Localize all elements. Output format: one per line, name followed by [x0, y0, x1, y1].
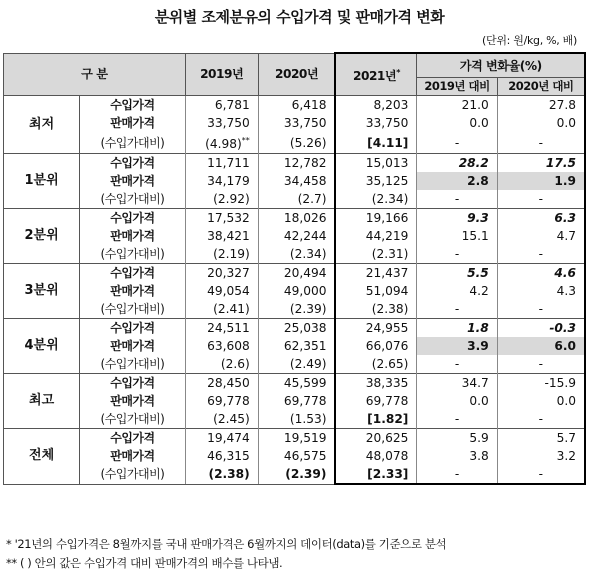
cell-v20 [258, 96, 335, 115]
table-row [4, 264, 586, 283]
cell-value: - [454, 412, 460, 427]
cell-value: 25,038 [283, 321, 327, 336]
cell-v20 [258, 429, 335, 448]
cell-value: 34,179 [207, 174, 250, 189]
cell-value: 20,327 [207, 266, 250, 281]
cell-value: 18,026 [283, 211, 327, 226]
cell-value: 0.0 [556, 116, 576, 130]
cell-value: 15.1 [461, 229, 489, 244]
cell-value: (4.98) [205, 137, 242, 152]
cell-v21 [335, 410, 416, 429]
cell-v20 [258, 245, 335, 264]
cell-value: 2.8 [467, 174, 489, 189]
cell-v21 [335, 172, 416, 190]
cell-v19 [185, 465, 258, 484]
cell-value: - [538, 135, 544, 150]
cell-value: - [454, 135, 460, 150]
item-label: 수입가격 [80, 429, 185, 448]
cell-r20 [497, 465, 585, 484]
cell-value: 6.3 [554, 211, 576, 226]
cell-v21 [335, 465, 416, 484]
cell-value: (2.45) [213, 412, 250, 427]
group-label: 1분위 [4, 154, 80, 209]
cell-v21 [335, 190, 416, 209]
cell-r19 [417, 300, 497, 319]
table-row [4, 410, 586, 429]
table-row [4, 209, 586, 228]
cell-r20 [497, 300, 585, 319]
cell-v20 [258, 410, 335, 429]
item-label: 판매가격 [80, 282, 185, 300]
cell-value: 38,335 [365, 376, 409, 391]
item-label: (수입가대비) [80, 245, 185, 264]
cell-value: (5.26) [289, 135, 327, 150]
cell-r20 [497, 132, 585, 154]
item-label: (수입가대비) [80, 190, 185, 209]
cell-value: (2.49) [289, 357, 327, 372]
cell-value: 62,351 [283, 339, 327, 354]
cell-r19 [417, 337, 497, 355]
cell-r19 [417, 319, 497, 338]
group-label: 최저 [4, 96, 80, 154]
cell-r19 [417, 190, 497, 209]
cell-value: - [454, 302, 460, 317]
table-row [4, 96, 586, 115]
cell-value: 17.5 [545, 156, 576, 171]
cell-v19 [185, 190, 258, 209]
table-row [4, 429, 586, 448]
cell-v20 [258, 319, 335, 338]
cell-v21 [335, 429, 416, 448]
table-row [4, 447, 586, 465]
cell-v20 [258, 209, 335, 228]
cell-value: 66,076 [365, 339, 409, 354]
cell-value: 19,519 [283, 431, 327, 446]
cell-r19 [417, 245, 497, 264]
cell-value: (2.7) [297, 192, 327, 207]
cell-value: - [454, 192, 460, 207]
cell-value: 0.0 [556, 394, 576, 409]
table-row [4, 190, 586, 209]
cell-value: 6,781 [214, 98, 250, 112]
cell-value: - [538, 192, 544, 207]
item-label: (수입가대비) [80, 355, 185, 374]
cell-r19 [417, 114, 497, 132]
cell-r20 [497, 355, 585, 374]
group-label: 4분위 [4, 319, 80, 374]
cell-value: 49,054 [207, 284, 250, 299]
item-label: (수입가대비) [80, 300, 185, 319]
cell-v19 [185, 337, 258, 355]
unit-label: (단위: 원/kg, %, 배) [482, 34, 577, 47]
cell-v19 [185, 209, 258, 228]
cell-v21 [335, 374, 416, 393]
cell-r20 [497, 209, 585, 228]
cell-r20 [497, 227, 585, 245]
cell-value: (2.19) [213, 247, 250, 262]
cell-r19 [417, 374, 497, 393]
cell-value: 3.8 [469, 449, 489, 464]
item-label: 판매가격 [80, 172, 185, 190]
cell-value: 1.9 [554, 174, 576, 189]
table-row [4, 227, 586, 245]
cell-value: - [454, 357, 460, 372]
cell-r19 [417, 392, 497, 410]
table-row [4, 465, 586, 484]
cell-value: 15,013 [365, 156, 409, 171]
header-2020: 2020년 [258, 53, 335, 96]
cell-v20 [258, 190, 335, 209]
cell-v20 [258, 355, 335, 374]
cell-v20 [258, 447, 335, 465]
page-title: 분위별 조제분유의 수입가격 및 판매가격 변화 [154, 8, 445, 26]
cell-value: 1.8 [467, 321, 489, 336]
cell-value: 27.8 [548, 98, 576, 112]
table-row [4, 355, 586, 374]
header-2021-label: 2021년 [352, 69, 397, 84]
cell-value: 33,750 [207, 116, 250, 130]
item-label: 수입가격 [80, 374, 185, 393]
cell-v21 [335, 264, 416, 283]
cell-value: (2.34) [371, 192, 409, 207]
cell-r19 [417, 447, 497, 465]
cell-value: 34.7 [461, 376, 489, 391]
cell-r19 [417, 429, 497, 448]
cell-v21 [335, 96, 416, 115]
cell-r20 [497, 319, 585, 338]
cell-v19 [185, 264, 258, 283]
cell-value: 24,511 [207, 321, 250, 336]
table-row [4, 172, 586, 190]
cell-v19 [185, 282, 258, 300]
table-row [4, 319, 586, 338]
cell-v20 [258, 374, 335, 393]
cell-value: 4.6 [554, 266, 576, 281]
cell-value: (2.38) [208, 467, 250, 482]
cell-value: - [538, 467, 544, 482]
cell-v19 [185, 114, 258, 132]
cell-value: - [454, 247, 460, 262]
cell-value: 6,418 [291, 98, 327, 112]
cell-v19 [185, 319, 258, 338]
header-2021-mark: * [396, 67, 400, 77]
cell-value: 21.0 [461, 98, 489, 112]
cell-value: (2.31) [371, 247, 409, 262]
cell-v21 [335, 282, 416, 300]
cell-value: 8,203 [373, 98, 409, 112]
cell-value: 21,437 [365, 266, 409, 281]
cell-r20 [497, 374, 585, 393]
cell-v20 [258, 264, 335, 283]
group-label: 최고 [4, 374, 80, 429]
cell-value: (1.53) [289, 412, 327, 427]
cell-r19 [417, 132, 497, 154]
table-row [4, 374, 586, 393]
cell-v19 [185, 392, 258, 410]
cell-value: 49,000 [283, 284, 327, 299]
cell-r20 [497, 337, 585, 355]
item-label: 판매가격 [80, 447, 185, 465]
header-rate: 가격 변화율(%) [417, 53, 585, 78]
item-label: (수입가대비) [80, 410, 185, 429]
cell-value: 3.9 [467, 339, 489, 354]
cell-value: 5.5 [467, 266, 489, 281]
cell-r20 [497, 282, 585, 300]
cell-value: (2.65) [371, 357, 409, 372]
cell-v19 [185, 410, 258, 429]
group-label: 2분위 [4, 209, 80, 264]
cell-value: 69,778 [365, 394, 409, 409]
cell-r19 [417, 282, 497, 300]
table-header [4, 53, 586, 96]
cell-value: [1.82] [367, 412, 409, 427]
item-label: 판매가격 [80, 392, 185, 410]
cell-value: 38,421 [207, 229, 250, 244]
cell-v19 [185, 96, 258, 115]
cell-v19 [185, 355, 258, 374]
cell-value: 42,244 [283, 229, 327, 244]
item-label: 판매가격 [80, 114, 185, 132]
cell-v20 [258, 337, 335, 355]
cell-r20 [497, 245, 585, 264]
cell-v20 [258, 227, 335, 245]
cell-v19 [185, 132, 258, 154]
cell-v20 [258, 132, 335, 154]
cell-r20 [497, 264, 585, 283]
header-2019: 2019년 [185, 53, 258, 96]
cell-value: 12,782 [283, 156, 327, 171]
cell-r19 [417, 227, 497, 245]
cell-v20 [258, 282, 335, 300]
cell-value: 28,450 [207, 376, 250, 391]
table-row [4, 300, 586, 319]
cell-value: (2.92) [213, 192, 250, 207]
cell-value: 20,625 [365, 431, 409, 446]
cell-value: 33,750 [365, 116, 409, 130]
cell-value: [4.11] [367, 135, 409, 150]
cell-value: 17,532 [207, 211, 250, 226]
cell-value: 28.2 [458, 156, 489, 171]
group-label: 3분위 [4, 264, 80, 319]
cell-v21 [335, 337, 416, 355]
cell-v20 [258, 392, 335, 410]
item-label: 판매가격 [80, 227, 185, 245]
cell-v21 [335, 114, 416, 132]
cell-value: 4.3 [556, 284, 576, 299]
cell-v21 [335, 319, 416, 338]
footnotes [6, 535, 446, 573]
cell-mark: ** [241, 136, 250, 145]
table-row [4, 392, 586, 410]
cell-value: (2.39) [285, 467, 327, 482]
cell-value: - [538, 302, 544, 317]
cell-value: (2.38) [371, 302, 409, 317]
cell-v19 [185, 447, 258, 465]
cell-value: 4.2 [469, 284, 489, 299]
cell-value: 19,474 [207, 431, 250, 446]
item-label: (수입가대비) [80, 132, 185, 154]
cell-value: - [538, 412, 544, 427]
cell-v20 [258, 172, 335, 190]
header-group: 구 분 [4, 53, 186, 96]
cell-value: 34,458 [283, 174, 327, 189]
item-label: 판매가격 [80, 337, 185, 355]
cell-value: 3.2 [556, 449, 576, 464]
cell-v19 [185, 172, 258, 190]
cell-r19 [417, 264, 497, 283]
table-body [4, 96, 586, 485]
item-label: 수입가격 [80, 319, 185, 338]
cell-r19 [417, 355, 497, 374]
cell-v21 [335, 447, 416, 465]
cell-value: 4.7 [556, 229, 576, 244]
table-row [4, 114, 586, 132]
item-label: 수입가격 [80, 209, 185, 228]
cell-r19 [417, 410, 497, 429]
price-table-container [3, 52, 586, 485]
cell-v21 [335, 132, 416, 154]
cell-r20 [497, 429, 585, 448]
cell-v21 [335, 227, 416, 245]
cell-value: 9.3 [467, 211, 489, 226]
cell-value: [2.33] [367, 467, 409, 482]
table-row [4, 245, 586, 264]
cell-value: 46,315 [207, 449, 250, 464]
cell-value: (2.6) [220, 357, 250, 372]
cell-v19 [185, 227, 258, 245]
header-2021 [335, 53, 416, 96]
cell-v20 [258, 300, 335, 319]
price-table [3, 52, 586, 485]
cell-r19 [417, 465, 497, 484]
cell-v20 [258, 114, 335, 132]
cell-value: 63,608 [207, 339, 250, 354]
cell-v21 [335, 245, 416, 264]
cell-value: 33,750 [283, 116, 327, 130]
cell-r20 [497, 154, 585, 173]
cell-value: 48,078 [365, 449, 409, 464]
cell-r19 [417, 96, 497, 115]
cell-value: - [538, 357, 544, 372]
cell-r19 [417, 209, 497, 228]
cell-value: - [538, 247, 544, 262]
table-row [4, 337, 586, 355]
cell-v19 [185, 245, 258, 264]
cell-value: 69,778 [207, 394, 250, 409]
cell-v21 [335, 355, 416, 374]
cell-value: -15.9 [544, 376, 576, 391]
cell-value: 20,494 [283, 266, 327, 281]
cell-r19 [417, 154, 497, 173]
item-label: 수입가격 [80, 264, 185, 283]
header-vs2020: 2020년 대비 [497, 78, 585, 96]
cell-r20 [497, 392, 585, 410]
footnote-2: ** ( ) 안의 값은 수입가격 대비 판매가격의 배수를 나타냄. [6, 556, 283, 570]
cell-value: 0.0 [469, 394, 489, 409]
cell-value: - [454, 467, 460, 482]
cell-v19 [185, 300, 258, 319]
cell-value: (2.41) [213, 302, 250, 317]
header-vs2019: 2019년 대비 [417, 78, 497, 96]
cell-v20 [258, 465, 335, 484]
cell-v21 [335, 209, 416, 228]
cell-value: 19,166 [365, 211, 409, 226]
cell-r19 [417, 172, 497, 190]
cell-v19 [185, 374, 258, 393]
cell-v20 [258, 154, 335, 173]
cell-value: 44,219 [365, 229, 409, 244]
cell-r20 [497, 96, 585, 115]
cell-value: (2.34) [289, 247, 327, 262]
footnote-1: * '21년의 수입가격은 8월까지를 국내 판매가격은 6월까지의 데이터(data)를 기준으로 분석 [6, 537, 447, 551]
cell-value: 69,778 [283, 394, 327, 409]
cell-value: -0.3 [549, 321, 576, 336]
cell-v21 [335, 392, 416, 410]
item-label: (수입가대비) [80, 465, 185, 484]
cell-value: 24,955 [365, 321, 409, 336]
cell-r20 [497, 172, 585, 190]
cell-v21 [335, 300, 416, 319]
cell-value: 5.7 [556, 431, 576, 446]
cell-r20 [497, 114, 585, 132]
cell-value: 6.0 [554, 339, 576, 354]
cell-r20 [497, 410, 585, 429]
cell-value: (2.39) [289, 302, 327, 317]
cell-r20 [497, 190, 585, 209]
cell-value: 45,599 [283, 376, 327, 391]
cell-value: 46,575 [283, 449, 327, 464]
cell-r20 [497, 447, 585, 465]
cell-v19 [185, 154, 258, 173]
group-label: 전체 [4, 429, 80, 485]
cell-value: 51,094 [365, 284, 409, 299]
cell-value: 0.0 [469, 116, 489, 130]
table-row [4, 282, 586, 300]
cell-v19 [185, 429, 258, 448]
cell-value: 35,125 [365, 174, 409, 189]
table-row [4, 154, 586, 173]
item-label: 수입가격 [80, 154, 185, 173]
cell-value: 5.9 [469, 431, 489, 446]
cell-value: 11,711 [207, 156, 250, 171]
table-row [4, 132, 586, 154]
cell-v21 [335, 154, 416, 173]
item-label: 수입가격 [80, 96, 185, 115]
